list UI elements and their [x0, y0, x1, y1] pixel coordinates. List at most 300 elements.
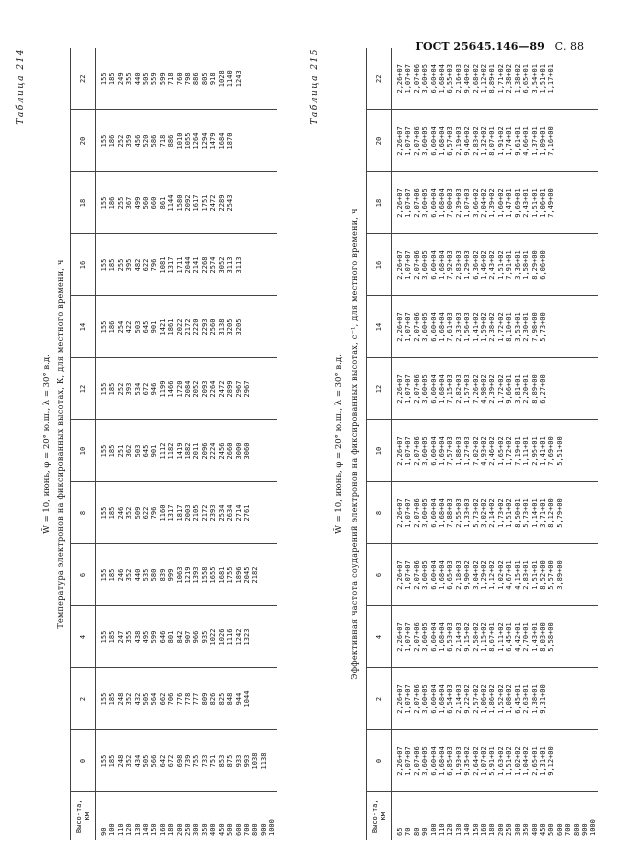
table-cell-value: 1751	[200, 194, 209, 212]
value-column	[96, 668, 277, 730]
height-value: 160	[158, 823, 167, 836]
table-cell-value: 7,69+00	[547, 436, 556, 466]
table-cell-value: 2,26+07	[396, 436, 404, 466]
table-cell-value: 2172	[200, 504, 209, 522]
table-cell-value: 248	[116, 692, 125, 706]
table-cell-value: 6,60+04	[429, 250, 438, 280]
table-cell-value: 155	[100, 72, 108, 86]
table-cell-value: 438	[133, 630, 142, 644]
table-cell-value: 3,60+05	[421, 622, 430, 652]
table-cell-value: 155	[100, 258, 108, 272]
table-cell-value: 1,31+01	[538, 746, 547, 776]
table-cell-value: 8,89+00	[530, 374, 539, 404]
value-column	[96, 110, 277, 172]
table-cell-value: 1,68+04	[438, 188, 447, 218]
table-cell-value: 2,39+02	[488, 374, 497, 404]
table-cell-value: 352	[125, 692, 134, 706]
height-value: 300	[192, 823, 201, 836]
height-value: 700	[242, 823, 251, 836]
height-value: 350	[200, 823, 209, 836]
table-cell-value: 1026	[217, 628, 226, 646]
table-cell-value: 155	[100, 196, 108, 210]
value-column	[392, 110, 598, 172]
table-cell-value: 6,60+04	[429, 622, 438, 652]
table-cell-value: 2,16+03	[454, 64, 463, 94]
table-cell-value: 2220	[192, 318, 201, 336]
table-cell-value: 2,46+02	[488, 436, 497, 466]
table-cell-value: 2,26+07	[396, 64, 404, 94]
height-value: 90	[100, 827, 108, 836]
table-cell-value: 2105	[192, 504, 201, 522]
table-cell-value: 2,82+03	[454, 374, 463, 404]
table-cell-value: 2,14+03	[454, 622, 463, 652]
table-cell-value: 1010	[175, 132, 184, 150]
table-cell-value: 1116	[226, 628, 235, 646]
table-cell-value: 2268	[200, 256, 209, 274]
table-cell-value: 1,68+04	[438, 64, 447, 94]
table-cell-value: 1,60+02	[496, 188, 505, 218]
height-value: 1000	[589, 819, 598, 836]
table-cell-value: 8,50+01	[513, 498, 522, 528]
hour-column-header: 10	[71, 420, 96, 482]
table-cell-value: 393	[125, 382, 134, 396]
table-cell-value: 586	[150, 134, 159, 148]
table-cell-value: 2,07+06	[412, 126, 421, 156]
table-cell-value: 1,07+07	[404, 746, 413, 776]
table-cell-value: 7,26+02	[471, 374, 480, 404]
table-cell-value: 186	[108, 320, 117, 334]
table-cell-value: 4,42+01	[513, 622, 522, 652]
table-214-label: Таблица 214	[16, 48, 26, 125]
table-215-caption: Эффективная частота соударений электронов на фиксированных высотах, с⁻¹, для местного времени, ч	[350, 208, 359, 680]
table-cell-value: 599	[158, 72, 167, 86]
height-value: 350	[522, 823, 531, 836]
table-cell-value: 4,93+02	[480, 436, 489, 466]
table-cell-value: 2,26+07	[396, 374, 404, 404]
table-cell-value: 2,04+02	[480, 188, 489, 218]
table-cell-value: 440	[133, 568, 142, 582]
table-cell-value: 1720	[175, 380, 184, 398]
table-cell-value: 249	[116, 72, 125, 86]
table-cell-value: 1,12+02	[488, 560, 497, 590]
height-value: 300	[513, 823, 522, 836]
height-value: 130	[454, 823, 463, 836]
table-cell-value: 2,68+02	[471, 64, 480, 94]
table-cell-value: 6,55+03	[446, 64, 455, 94]
table-cell-value: 355	[125, 630, 134, 644]
table-cell-value: 362	[125, 444, 134, 458]
table-cell-value: 535	[142, 568, 151, 582]
table-cell-value: 6,45+01	[505, 622, 514, 652]
table-cell-value: 2,26+07	[396, 126, 404, 156]
table-cell-value: 3,81+01	[513, 374, 522, 404]
table-cell-value: 1896	[234, 566, 243, 584]
value-column	[392, 730, 598, 792]
table-cell-value: 1,51+01	[530, 188, 539, 218]
height-value: 200	[175, 823, 184, 836]
table-cell-value: 2,26+07	[396, 560, 404, 590]
table-cell-value: 7,16+00	[547, 126, 556, 156]
table-cell-value: 1028	[217, 70, 226, 88]
table-cell-value: 1421	[158, 318, 167, 336]
hour-column-header: 0	[367, 730, 392, 792]
table-cell-value: 2141	[192, 256, 201, 274]
table-cell-value: 2052	[192, 380, 201, 398]
table-cell-value: 853	[217, 754, 226, 768]
table-cell-value: 3,66+02	[471, 188, 480, 218]
table-cell-value: 1199	[158, 380, 167, 398]
table-cell-value: 6,60+04	[429, 312, 438, 342]
height-value: 150	[471, 823, 480, 836]
table-cell-value: 185	[108, 444, 117, 458]
table-cell-value: 1681	[217, 566, 226, 584]
table-cell-value: 1264	[192, 132, 201, 150]
table-cell-value: 1242	[234, 628, 243, 646]
table-cell-value: 2,39+03	[454, 188, 463, 218]
table-cell-value: 3,60+05	[421, 188, 430, 218]
table-cell-value: 7,15+03	[446, 374, 455, 404]
table-cell-value: 155	[100, 444, 108, 458]
table-cell-value: 1,17+01	[547, 64, 556, 94]
table-cell-value: 901	[150, 444, 159, 458]
table-cell-value: 918	[209, 72, 218, 86]
table-cell-value: 6,60+04	[429, 436, 438, 466]
hour-column-header: 6	[71, 544, 96, 606]
height-value: 100	[108, 823, 117, 836]
table-cell-value: 185	[108, 506, 117, 520]
hour-column-header: 18	[71, 172, 96, 234]
value-column	[96, 730, 277, 792]
table-cell-value: 907	[184, 630, 193, 644]
table-cell-value: 7,91+01	[505, 250, 514, 280]
table-cell-value: 456	[133, 134, 142, 148]
table-cell-value: 1755	[226, 566, 235, 584]
table-cell-value: 1,07+07	[404, 684, 413, 714]
table-cell-value: 1,15+02	[480, 622, 489, 652]
table-cell-value: 564	[150, 692, 159, 706]
table-cell-value: 1182	[167, 442, 176, 460]
table-cell-value: 4,15+01	[513, 560, 522, 590]
table-cell-value: 155	[100, 568, 108, 582]
table-cell-value: 6,54+03	[446, 684, 455, 714]
table-cell-value: 1317	[167, 256, 176, 274]
table-cell-value: 3,60+05	[421, 126, 430, 156]
table-cell-value: 2293	[200, 318, 209, 336]
table-cell-value: 185	[108, 692, 117, 706]
table-cell-value: 2456	[217, 442, 226, 460]
table-cell-value: 1294	[200, 132, 209, 150]
table-cell-value: 1323	[242, 628, 251, 646]
value-column	[96, 544, 277, 606]
table-cell-value: 505	[142, 754, 151, 768]
table-cell-value: 2,64+02	[471, 746, 480, 776]
table-cell-value: 6,60+04	[429, 374, 438, 404]
height-value: 400	[530, 823, 539, 836]
table-cell-value: 2634	[226, 504, 235, 522]
hour-column-header: 8	[367, 482, 392, 544]
table-cell-value: 805	[200, 72, 209, 86]
table-cell-value: 672	[167, 754, 176, 768]
height-value: 70	[404, 827, 413, 836]
table-cell-value: 966	[192, 630, 201, 644]
table-cell-value: 2,26+07	[396, 498, 404, 528]
table-cell-value: 6,27+00	[538, 374, 547, 404]
hour-column-header: 10	[367, 420, 392, 482]
table-cell-value: 622	[142, 506, 151, 520]
table-cell-value: 2543	[226, 194, 235, 212]
table-cell-value: 6,60+04	[429, 684, 438, 714]
value-column	[392, 668, 598, 730]
table-214-heading: W̄ = 10, июнь, φ = 20° ю.ш., λ = 30° в.д.	[42, 354, 52, 534]
table-cell-value: 2084	[184, 380, 193, 398]
table-cell-value: 1,86+02	[488, 684, 497, 714]
hour-column-header: 4	[367, 606, 392, 668]
table-cell-value: 155	[100, 692, 108, 706]
table-cell-value: 1140	[226, 70, 235, 88]
table-214-data-row	[96, 48, 277, 840]
table-cell-value: 1,63+02	[496, 746, 505, 776]
height-value: 800	[572, 823, 581, 836]
table-cell-value: 1,51+02	[505, 498, 514, 528]
table-cell-value: 2472	[209, 194, 218, 212]
table-cell-value: 2393	[209, 504, 218, 522]
table-cell-value: 2,07+06	[412, 312, 421, 342]
table-cell-value: 645	[142, 444, 151, 458]
table-cell-value: 1,59+02	[480, 312, 489, 342]
table-cell-value: 1,07+07	[404, 622, 413, 652]
table-cell-value: 706	[167, 692, 176, 706]
table-cell-value: 2,26+07	[396, 250, 404, 280]
table-cell-value: 2,20+01	[522, 374, 531, 404]
table-cell-value: 5,51+00	[555, 436, 564, 466]
height-value: 150	[150, 823, 159, 836]
table-cell-value: 395	[125, 258, 134, 272]
table-cell-value: 252	[116, 382, 125, 396]
value-column	[392, 172, 598, 234]
table-cell-value: 1,72+02	[505, 436, 514, 466]
height-value: 160	[480, 823, 489, 836]
table-cell-value: 1,51+01	[538, 64, 547, 94]
table-cell-value: 509	[133, 506, 142, 520]
table-cell-value: 1684	[217, 132, 226, 150]
value-column	[392, 482, 598, 544]
table-cell-value: 2,07+06	[412, 374, 421, 404]
table-cell-value: 3,60+05	[421, 64, 430, 94]
table-cell-value: 2660	[226, 442, 235, 460]
table-cell-value: 1,72+02	[496, 312, 505, 342]
table-cell-value: 155	[100, 134, 108, 148]
height-column-header: Высо-та, км	[367, 792, 392, 840]
table-cell-value: 3,89+00	[555, 560, 564, 590]
table-cell-value: 1,73+02	[496, 498, 505, 528]
height-value: 700	[564, 823, 573, 836]
table-cell-value: 2045	[242, 566, 251, 584]
table-cell-value: 1038	[251, 752, 260, 770]
table-cell-value: 1,11+01	[522, 436, 531, 466]
table-cell-value: 155	[100, 630, 108, 644]
table-cell-value: 796	[150, 258, 159, 272]
table-cell-value: 6,65+03	[446, 560, 455, 590]
table-cell-value: 3,71+01	[538, 498, 547, 528]
table-cell-value: 672	[142, 382, 151, 396]
table-cell-value: 1,68+04	[438, 684, 447, 714]
table-cell-value: 2,26+07	[396, 684, 404, 714]
table-215-heading: W̄ = 10, июнь, φ = 20° ю.ш., λ = 30° в.д.	[334, 354, 344, 534]
table-cell-value: 3,54+01	[530, 64, 539, 94]
table-cell-value: 1,07+07	[404, 188, 413, 218]
table-cell-value: 155	[100, 382, 108, 396]
table-cell-value: 1,12+02	[480, 64, 489, 94]
table-cell-value: 2,58+02	[471, 622, 480, 652]
table-cell-value: 5,73+01	[522, 498, 531, 528]
table-cell-value: 1,07+07	[404, 250, 413, 280]
table-cell-value: 3,04+02	[471, 560, 480, 590]
table-cell-value: 760	[175, 72, 184, 86]
table-cell-value: 9,35+02	[463, 746, 472, 776]
table-cell-value: 4,98+02	[480, 374, 489, 404]
table-cell-value: 482	[133, 258, 142, 272]
table-cell-value: 7,92+03	[446, 250, 455, 280]
table-cell-value: 3052	[217, 256, 226, 274]
table-cell-value: 1419	[175, 442, 184, 460]
table-cell-value: 246	[116, 506, 125, 520]
table-cell-value: 3,36+01	[513, 250, 522, 280]
table-cell-value: 5,58+00	[547, 622, 556, 652]
table-cell-value: 3,60+05	[421, 250, 430, 280]
table-cell-value: 3,60+05	[421, 684, 430, 714]
table-cell-value: 3,60+05	[421, 560, 430, 590]
table-cell-value: 2,63+01	[522, 684, 531, 714]
table-cell-value: 6,45+01	[513, 684, 522, 714]
table-cell-value: 646	[158, 630, 167, 644]
table-cell-value: 520	[142, 134, 151, 148]
table-cell-value: 3205	[226, 318, 235, 336]
table-cell-value: 6,60+04	[429, 498, 438, 528]
table-cell-value: 2,07+06	[412, 64, 421, 94]
hour-column-header: 16	[71, 234, 96, 296]
table-cell-value: 6,60+04	[429, 560, 438, 590]
table-cell-value: 251	[116, 444, 125, 458]
table-cell-value: 246	[116, 568, 125, 582]
table-cell-value: 9,46+02	[463, 126, 472, 156]
table-214-caption: Температура электронов на фиксированных высотах, К, для местного времени, ч	[56, 259, 65, 629]
value-column	[392, 234, 598, 296]
height-value: 900	[580, 823, 589, 836]
table-cell-value: 901	[150, 320, 159, 334]
table-cell-value: 946	[150, 382, 159, 396]
table-cell-value: 1,52+02	[496, 684, 505, 714]
height-value: 120	[125, 823, 134, 836]
table-cell-value: 798	[184, 72, 193, 86]
table-cell-value: 776	[175, 692, 184, 706]
height-value: 400	[209, 823, 218, 836]
table-cell-value: 495	[142, 630, 151, 644]
table-cell-value: 2,83+03	[454, 250, 463, 280]
table-cell-value: 1,14+01	[530, 498, 539, 528]
value-column	[96, 172, 277, 234]
table-cell-value: 1,56+03	[463, 312, 472, 342]
table-cell-value: 2,14+03	[454, 684, 463, 714]
table-cell-value: 7,02+02	[471, 436, 480, 466]
table-cell-value: 3,02+02	[480, 498, 489, 528]
table-cell-value: 3,60+05	[421, 746, 430, 776]
table-cell-value: 1,02+02	[513, 746, 522, 776]
table-cell-value: 2899	[226, 380, 235, 398]
height-column	[96, 792, 277, 840]
table-cell-value: 355	[125, 72, 134, 86]
table-cell-value: 801	[167, 630, 176, 644]
table-cell-value: 185	[108, 258, 117, 272]
table-cell-value: 1,29+03	[463, 250, 472, 280]
table-cell-value: 1,91+02	[496, 126, 505, 156]
table-cell-value: 4,66+01	[522, 126, 531, 156]
value-column	[392, 420, 598, 482]
table-cell-value: 2,26+07	[396, 188, 404, 218]
table-cell-value: 2289	[217, 194, 226, 212]
table-cell-value: 8,03+00	[538, 622, 547, 652]
table-cell-value: 645	[142, 320, 151, 334]
table-cell-value: 1882	[184, 442, 193, 460]
table-cell-value: 2,07+06	[412, 560, 421, 590]
table-cell-value: 155	[100, 754, 108, 768]
table-cell-value: 1,07+03	[463, 188, 472, 218]
table-cell-value: 2,07+06	[412, 498, 421, 528]
table-cell-value: 1,07+07	[404, 126, 413, 156]
table-cell-value: 2,07+06	[412, 188, 421, 218]
table-cell-value: 999	[167, 568, 176, 582]
table-cell-value: 1817	[175, 504, 184, 522]
value-column	[96, 48, 277, 110]
table-cell-value: 1,07+07	[404, 560, 413, 590]
height-value: 500	[547, 823, 556, 836]
table-cell-value: 1,51+02	[505, 746, 514, 776]
table-cell-value: 2967	[234, 380, 243, 398]
table-cell-value: 5,79+00	[555, 498, 564, 528]
height-value: 180	[488, 823, 497, 836]
table-cell-value: 944	[234, 692, 243, 706]
table-cell-value: 422	[125, 320, 134, 334]
table-cell-value: 186	[108, 196, 117, 210]
table-cell-value: 875	[226, 754, 235, 768]
table-214-header-row	[71, 48, 96, 840]
table-cell-value: 2967	[242, 380, 251, 398]
table-cell-value: 359	[125, 134, 134, 148]
value-column	[392, 48, 598, 110]
value-column	[96, 606, 277, 668]
table-cell-value: 2,19+03	[454, 126, 463, 156]
table-215-header-row	[367, 48, 392, 840]
table-cell-value: 2,26+07	[396, 312, 404, 342]
table-cell-value: 185	[108, 382, 117, 396]
value-column	[392, 606, 598, 668]
table-cell-value: 2096	[200, 442, 209, 460]
table-cell-value: 2,83+02	[471, 126, 480, 156]
table-cell-value: 1,68+04	[438, 498, 447, 528]
hour-column-header: 12	[71, 358, 96, 420]
table-cell-value: 505	[142, 72, 151, 86]
table-cell-value: 1,07+02	[480, 746, 489, 776]
table-cell-value: 2,26+07	[396, 746, 404, 776]
table-cell-value: 1,07+07	[404, 312, 413, 342]
table-cell-value: 1081	[158, 256, 167, 274]
hour-column-header: 12	[367, 358, 392, 420]
table-cell-value: 826	[209, 692, 218, 706]
page-number: С. 88	[554, 40, 584, 53]
table-cell-value: 2472	[217, 380, 226, 398]
table-cell-value: 1,02+02	[496, 560, 505, 590]
table-cell-value: 2,07+06	[412, 746, 421, 776]
table-cell-value: 1,68+04	[438, 250, 447, 280]
